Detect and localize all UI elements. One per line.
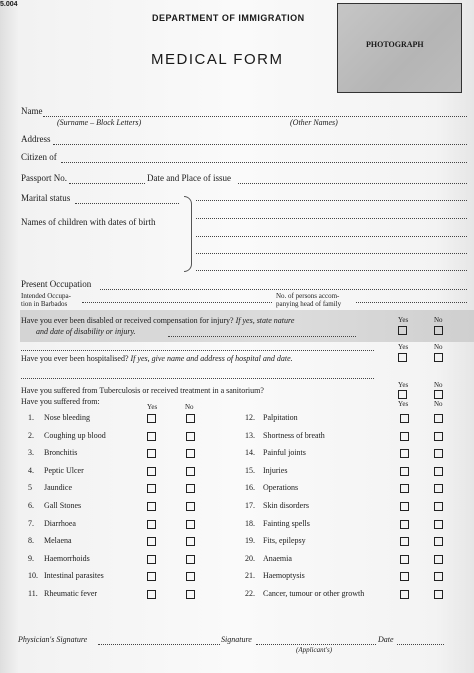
condition-number: 18. <box>245 519 255 528</box>
condition-label: Painful joints <box>263 448 306 457</box>
condition-yes-checkbox[interactable] <box>147 590 156 599</box>
condition-label: Melaena <box>44 536 72 545</box>
question-disabled <box>21 316 294 325</box>
condition-label: Injuries <box>263 466 288 475</box>
condition-label: Skin disorders <box>263 501 309 510</box>
condition-no-checkbox[interactable] <box>434 572 443 581</box>
condition-number: 7. <box>28 519 34 528</box>
condition-number: 20. <box>245 554 255 563</box>
condition-number: 13. <box>245 431 255 440</box>
address-label: Address <box>21 134 51 144</box>
condition-no-checkbox[interactable] <box>434 449 443 458</box>
condition-yes-checkbox[interactable] <box>400 467 409 476</box>
condition-label: Shortness of breath <box>263 431 325 440</box>
passport-label: Passport No. <box>21 173 68 183</box>
physician-signature-line[interactable] <box>98 644 220 645</box>
q1-no-label: No <box>434 316 443 324</box>
condition-yes-checkbox[interactable] <box>400 502 409 511</box>
passport-line[interactable] <box>69 183 145 184</box>
name-line[interactable] <box>43 116 467 117</box>
condition-label: Fainting spells <box>263 519 310 528</box>
present-occupation-line[interactable] <box>100 289 467 290</box>
photograph-label: PHOTOGRAPH <box>366 40 424 49</box>
child-line-5[interactable] <box>196 270 467 271</box>
question-hospitalised-italic: If yes, give name and address of hospital and date. <box>130 354 293 363</box>
condition-label: Anaemia <box>263 554 292 563</box>
condition-no-checkbox[interactable] <box>434 590 443 599</box>
condition-yes-checkbox[interactable] <box>400 555 409 564</box>
condition-no-checkbox[interactable] <box>186 555 195 564</box>
q2-no-label: No <box>434 343 443 351</box>
left-no-header: No <box>185 403 194 411</box>
applicant-signature-line[interactable] <box>256 644 376 645</box>
q3-no-label: No <box>434 381 443 389</box>
q1-yes-checkbox[interactable] <box>398 326 407 335</box>
condition-no-checkbox[interactable] <box>186 572 195 581</box>
children-label: Names of children with dates of birth <box>21 217 156 227</box>
persons-accompanying-line[interactable] <box>356 302 467 303</box>
condition-number: 8. <box>28 536 34 545</box>
condition-label: Gall Stones <box>44 501 82 510</box>
condition-no-checkbox[interactable] <box>186 502 195 511</box>
marital-status-label: Marital status <box>21 193 71 203</box>
condition-no-checkbox[interactable] <box>434 555 443 564</box>
condition-yes-checkbox[interactable] <box>147 432 156 441</box>
question-disabled-answer-line[interactable] <box>21 350 374 351</box>
condition-label: Bronchitis <box>44 448 78 457</box>
right-yes-header: Yes <box>398 400 409 408</box>
condition-yes-checkbox[interactable] <box>147 555 156 564</box>
persons-accompanying-line2: panying head of family <box>276 300 342 308</box>
intended-occupation-label <box>21 292 71 308</box>
condition-number: 9. <box>28 554 34 563</box>
children-bracket <box>184 196 192 272</box>
child-line-3[interactable] <box>196 236 467 237</box>
condition-label: Haemoptysis <box>263 571 305 580</box>
question-hospitalised <box>21 354 293 363</box>
condition-number: 12. <box>245 413 255 422</box>
q2-yes-checkbox[interactable] <box>398 353 407 362</box>
condition-no-checkbox[interactable] <box>434 520 443 529</box>
date-place-issue-label: Date and Place of issue <box>147 173 231 183</box>
condition-number: 17. <box>245 501 255 510</box>
condition-label: Fits, epilepsy <box>263 536 306 545</box>
condition-no-checkbox[interactable] <box>186 449 195 458</box>
child-line-4[interactable] <box>196 253 467 254</box>
q3-yes-label: Yes <box>398 381 409 389</box>
condition-yes-checkbox[interactable] <box>400 537 409 546</box>
condition-no-checkbox[interactable] <box>186 520 195 529</box>
condition-yes-checkbox[interactable] <box>400 449 409 458</box>
condition-no-checkbox[interactable] <box>434 414 443 423</box>
condition-yes-checkbox[interactable] <box>400 520 409 529</box>
condition-yes-checkbox[interactable] <box>147 414 156 423</box>
question-suffered-from: Have you suffered from: <box>21 397 100 406</box>
condition-number: 15. <box>245 466 255 475</box>
condition-number: 11. <box>28 589 38 598</box>
condition-number: 16. <box>245 483 255 492</box>
condition-number: 19. <box>245 536 255 545</box>
condition-yes-checkbox[interactable] <box>400 590 409 599</box>
condition-yes-checkbox[interactable] <box>400 484 409 493</box>
condition-no-checkbox[interactable] <box>186 414 195 423</box>
condition-yes-checkbox[interactable] <box>400 432 409 441</box>
q2-yes-label: Yes <box>398 343 409 351</box>
condition-number: 1. <box>28 413 34 422</box>
date-line[interactable] <box>397 644 444 645</box>
condition-number: 3. <box>28 448 34 457</box>
q2-no-checkbox[interactable] <box>434 353 443 362</box>
condition-yes-checkbox[interactable] <box>147 449 156 458</box>
condition-number: 6. <box>28 501 34 510</box>
question-disabled-line[interactable] <box>168 336 356 337</box>
condition-number: 10. <box>28 571 38 580</box>
department-heading: DEPARTMENT OF IMMIGRATION <box>152 13 305 23</box>
condition-label: Coughing up blood <box>44 431 106 440</box>
condition-label: Rheumatic fever <box>44 589 98 598</box>
condition-label: Nose bleeding <box>44 413 90 422</box>
condition-number: 14. <box>245 448 255 457</box>
address-line[interactable] <box>53 144 467 145</box>
condition-yes-checkbox[interactable] <box>147 537 156 546</box>
question-disabled-italic: If yes, state nature <box>235 316 295 325</box>
persons-accompanying-label <box>276 292 341 308</box>
child-line-1[interactable] <box>196 200 467 201</box>
marital-status-line[interactable] <box>75 203 179 204</box>
surname-hint: (Surname – Block Letters) <box>57 118 142 127</box>
condition-no-checkbox[interactable] <box>434 432 443 441</box>
condition-number: 4. <box>28 466 34 475</box>
condition-no-checkbox[interactable] <box>434 467 443 476</box>
right-no-header: No <box>434 400 443 408</box>
condition-no-checkbox[interactable] <box>434 537 443 546</box>
condition-yes-checkbox[interactable] <box>147 484 156 493</box>
q3-no-checkbox[interactable] <box>434 390 443 399</box>
applicant-hint: (Applicant's) <box>296 646 333 654</box>
form-title: MEDICAL FORM <box>151 51 284 68</box>
condition-yes-checkbox[interactable] <box>147 502 156 511</box>
citizen-line[interactable] <box>61 162 467 163</box>
date-label: Date <box>378 635 394 644</box>
condition-label: Diarrhoea <box>44 519 76 528</box>
intended-occupation-line2: tion in Barbados <box>21 300 68 308</box>
condition-number: 22. <box>245 589 255 598</box>
question-hospitalised-line[interactable] <box>21 378 374 379</box>
other-names-hint: (Other Names) <box>290 118 338 127</box>
form-code: 5.004 <box>0 1 18 8</box>
condition-label: Cancer, tumour or other growth <box>263 589 365 598</box>
condition-yes-checkbox[interactable] <box>147 572 156 581</box>
name-label: Name <box>21 106 43 116</box>
condition-label: Haemorrhoids <box>44 554 90 563</box>
condition-no-checkbox[interactable] <box>186 432 195 441</box>
condition-label: Jaundice <box>44 483 72 492</box>
condition-yes-checkbox[interactable] <box>147 520 156 529</box>
question-tuberculosis: Have you suffered from Tuberculosis or received treatment in a sanitorium? <box>21 386 264 395</box>
question-hospitalised-text: Have you ever been hospitalised? <box>21 354 129 363</box>
condition-no-checkbox[interactable] <box>186 537 195 546</box>
condition-number: 21. <box>245 571 255 580</box>
condition-label: Palpitation <box>263 413 298 422</box>
q1-yes-label: Yes <box>398 316 409 324</box>
intended-occupation-line[interactable] <box>82 302 272 303</box>
left-yes-header: Yes <box>147 403 158 411</box>
condition-number: 5 <box>28 483 32 492</box>
intended-occupation-line1: Intended Occupa- <box>21 292 71 300</box>
persons-accompanying-line1: No. of persons accom- <box>276 292 340 300</box>
condition-no-checkbox[interactable] <box>186 467 195 476</box>
condition-number: 2. <box>28 431 34 440</box>
condition-label: Peptic Ulcer <box>44 466 84 475</box>
condition-no-checkbox[interactable] <box>434 484 443 493</box>
condition-yes-checkbox[interactable] <box>400 572 409 581</box>
q1-no-checkbox[interactable] <box>434 326 443 335</box>
condition-label: Operations <box>263 483 299 492</box>
condition-yes-checkbox[interactable] <box>147 467 156 476</box>
citizen-label: Citizen of <box>21 152 57 162</box>
question-disabled-text: Have you ever been disabled or received compensation for injury? <box>21 316 234 325</box>
condition-label: Intestinal parasites <box>44 571 104 580</box>
question-disabled-italic-2: and date of disability or injury. <box>36 327 136 336</box>
q3-yes-checkbox[interactable] <box>398 390 407 399</box>
date-place-issue-line[interactable] <box>238 183 467 184</box>
present-occupation-label: Present Occupation <box>21 279 92 289</box>
physician-signature-label: Physician's Signature <box>18 635 88 644</box>
signature-label: Signature <box>221 635 252 644</box>
condition-no-checkbox[interactable] <box>186 484 195 493</box>
condition-no-checkbox[interactable] <box>186 590 195 599</box>
condition-no-checkbox[interactable] <box>434 502 443 511</box>
child-line-2[interactable] <box>196 218 467 219</box>
condition-yes-checkbox[interactable] <box>400 414 409 423</box>
